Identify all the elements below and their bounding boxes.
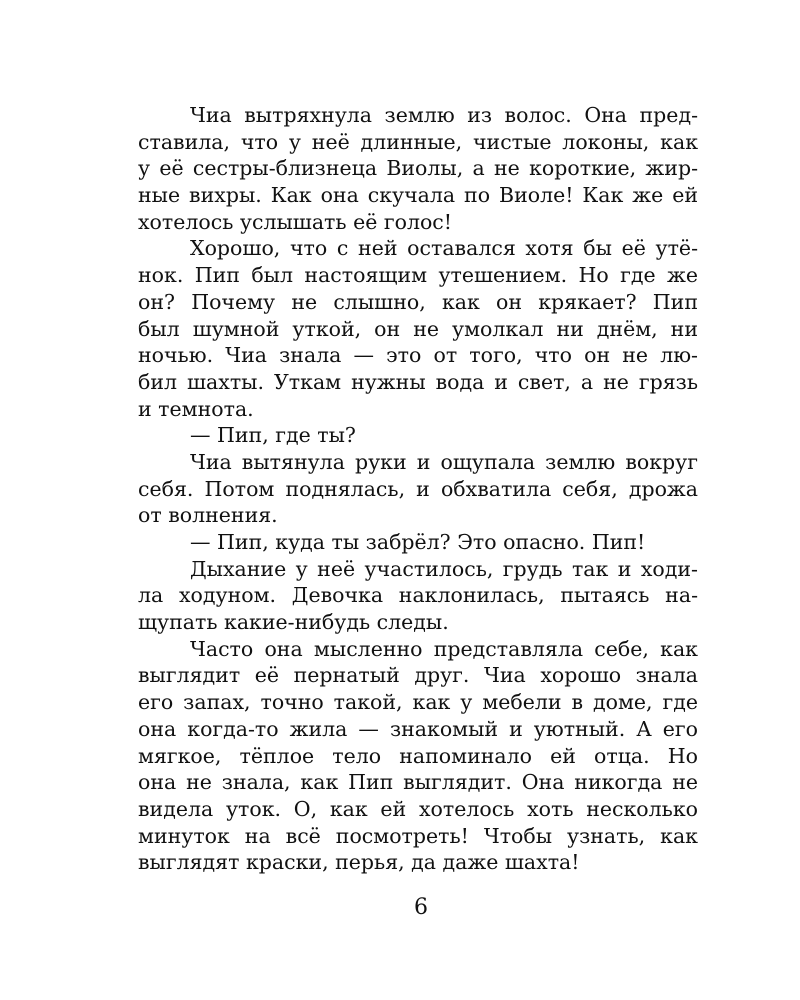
text-line: она когда-то жила — знакомый и уютный. А его [138, 716, 698, 741]
text-line: его запах, точно такой, как у мебели в доме, где [138, 690, 698, 715]
text-line: бил шахты. Уткам нужны вода и свет, а не грязь [138, 369, 698, 394]
dialogue-line: — Пип, куда ты забрёл? Это опасно. Пип! [190, 530, 646, 554]
text-line: Чиа вытряхнула землю из волос. Она пред- [190, 103, 698, 127]
text-line: себя. Потом поднялась, и обхватила себя, дрожа [138, 476, 698, 501]
text-line: щупать какие-нибудь следы. [138, 610, 449, 635]
text-line: и темнота. [138, 396, 254, 421]
text-line: ночью. Чиа знала — это от того, что он не лю- [138, 343, 698, 368]
text-line: нок. Пип был настоящим утешением. Но где же [138, 263, 698, 288]
page-number: 6 [414, 895, 428, 920]
text-line: ла ходуном. Девочка наклонилась, пытаясь на- [138, 583, 698, 608]
text-line: видела уток. О, как ей хотелось хоть несколько [138, 796, 698, 821]
dialogue-line: — Пип, где ты? [190, 423, 356, 448]
text-line: он? Почему не слышно, как он крякает? Пип [138, 289, 698, 314]
text-line: минуток на всё посмотреть! Чтобы узнать, как [138, 823, 698, 848]
text-line: Чиа вытянула руки и ощупала землю вокруг [190, 449, 698, 474]
body-text [138, 102, 698, 876]
text-line: у её сестры-близнеца Виолы, а не короткие, жир- [138, 156, 698, 181]
text-line: от волнения. [138, 503, 278, 528]
text-line: мягкое, тёплое тело напоминало ей отца. Но [138, 743, 698, 768]
text-line: выглядит её пернатый друг. Чиа хорошо знала [138, 663, 698, 688]
text-line: выглядят краски, перья, да даже шахта! [138, 850, 580, 875]
text-line: Дыхание у неё участилось, грудь так и ходи- [190, 556, 698, 581]
text-line: хотелось услышать её голос! [138, 209, 453, 234]
text-line: ставила, что у неё длинные, чистые локоны, как [138, 129, 698, 154]
text-line: она не знала, как Пип выглядит. Она никогда не [138, 770, 698, 795]
text-line: был шумной уткой, он не умолкал ни днём, ни [138, 316, 698, 341]
text-line: Хорошо, что с ней оставался хотя бы её утё- [190, 236, 698, 261]
text-line: ные вихры. Как она скучала по Виоле! Как же ей [138, 183, 698, 208]
text-line: Часто она мысленно представляла себе, как [190, 636, 698, 661]
